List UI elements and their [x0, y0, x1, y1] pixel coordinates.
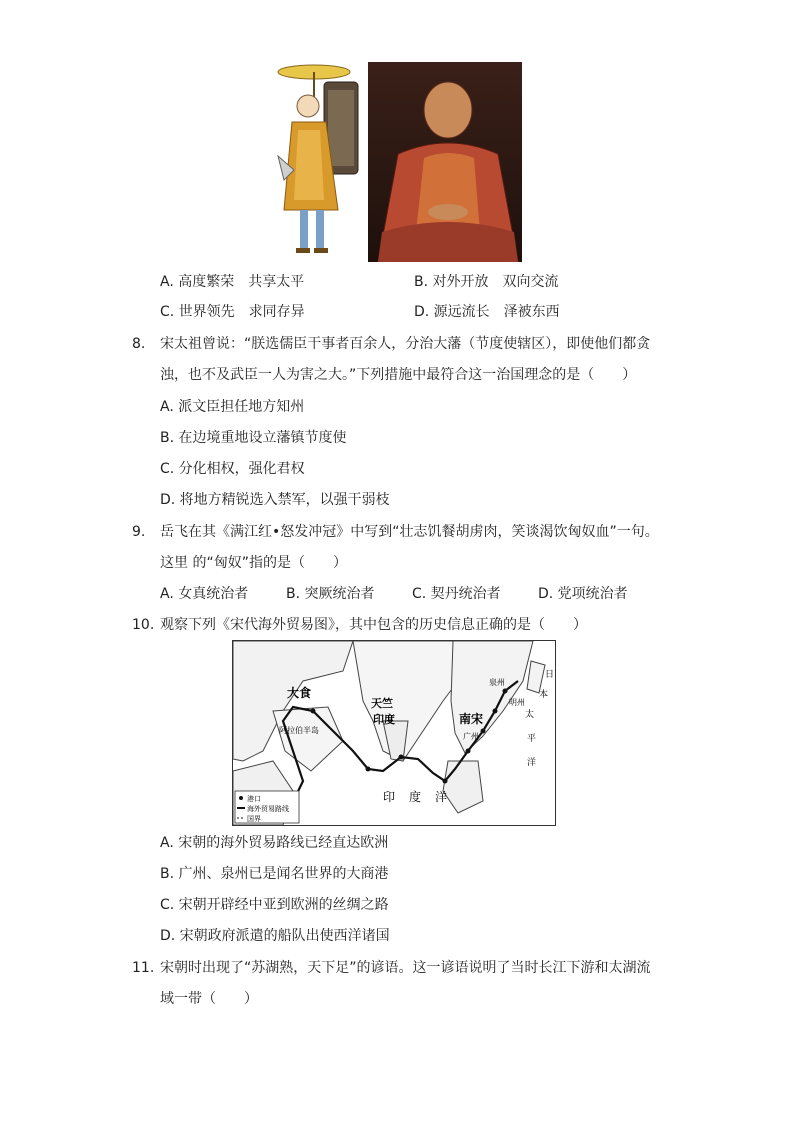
q9-stem-line1: 岳飞在其《满江红•怒发冲冠》中写到“壮志饥餐胡虏肉，笑谈渴饮匈奴血”一句。: [160, 524, 659, 540]
q8-option-b[interactable]: B. 在边境重地设立藩镇节度使: [160, 430, 347, 446]
map-label-dashi: 大食: [287, 686, 312, 700]
q8-option-a[interactable]: A. 派文臣担任地方知州: [160, 399, 305, 415]
map-label-yindu: 印度: [373, 713, 395, 726]
q9-option-a[interactable]: A. 女真统治者: [160, 586, 249, 602]
monk-traveler-illustration: [268, 60, 364, 262]
q9-number: 9.: [132, 524, 146, 540]
q11-stem-line1: 宋朝时出现了“苏湖熟，天下足”的谚语。这一谚语说明了当时长江下游和太湖流: [160, 960, 651, 976]
q10-stem-line1: 观察下列《宋代海外贸易图》，其中包含的历史信息正确的是（ ）: [160, 617, 587, 633]
q9-stem-line2: 这里 的“匈奴”指的是（ ）: [160, 555, 347, 571]
q10-option-c[interactable]: C. 宋朝开辟经中亚到欧洲的丝绸之路: [160, 897, 389, 913]
q9-option-c[interactable]: C. 契丹统治者: [412, 586, 501, 602]
q7-option-b[interactable]: B. 对外开放 双向交流: [414, 274, 559, 290]
map-legend: [235, 791, 299, 823]
figure-monk-statue: [368, 62, 522, 262]
map-label-guangzhou: 广州: [463, 732, 479, 741]
q10-option-d[interactable]: D. 宋朝政府派遣的船队出使西洋诸国: [160, 928, 390, 944]
map-label-arabia: 阿拉伯半岛: [279, 726, 319, 735]
legend-border: 国界: [247, 815, 261, 823]
legend-port: 港口: [247, 795, 261, 803]
figure-monk-traveler: [268, 60, 364, 262]
q10-option-b[interactable]: B. 广州、泉州已是闻名世界的大商港: [160, 866, 389, 882]
q8-option-d[interactable]: D. 将地方精锐选入禁军，以强干弱枝: [160, 492, 390, 508]
q8-stem-line1: 宋太祖曾说：“朕选儒臣干事者百余人，分治大藩（节度使辖区），即使他们都贪: [160, 336, 651, 352]
map-label-yang: 洋: [527, 758, 537, 768]
q7-option-a[interactable]: A. 高度繁荣 共享太平: [160, 274, 305, 290]
q10-option-a[interactable]: A. 宋朝的海外贸易路线已经直达欧洲: [160, 835, 389, 851]
q11-stem-line2: 域一带（ ）: [160, 991, 258, 1007]
q8-stem-line2: 浊，也不及武臣一人为害之大。”下列措施中最符合这一治国理念的是（ ）: [160, 367, 637, 383]
q10-number: 10.: [132, 617, 155, 633]
q8-option-c[interactable]: C. 分化相权，强化君权: [160, 461, 305, 477]
map-label-ben: 本: [539, 690, 549, 700]
q7-option-c[interactable]: C. 世界领先 求同存异: [160, 304, 305, 320]
map-label-tai: 太: [525, 710, 535, 720]
map-label-ping: 平: [527, 734, 537, 744]
song-overseas-trade-map: [232, 640, 556, 826]
q9-option-b[interactable]: B. 突厥统治者: [286, 586, 375, 602]
trade-map-svg: [233, 641, 555, 825]
map-label-quanzhou: 泉州: [489, 678, 505, 687]
q8-number: 8.: [132, 336, 146, 352]
map-label-indian-ocean: 印度洋: [383, 790, 462, 804]
q11-number: 11.: [132, 960, 155, 976]
legend-route: 海外贸易路线: [247, 805, 289, 813]
map-label-mingzhou: 明州: [509, 698, 525, 707]
seated-monk-statue-photo: [368, 62, 522, 262]
q7-option-d[interactable]: D. 源远流长 泽被东西: [414, 304, 560, 320]
map-label-ri: 日: [545, 670, 555, 680]
map-label-nansong: 南宋: [459, 712, 484, 726]
map-label-tianzhu: 天竺: [371, 697, 393, 710]
q9-option-d[interactable]: D. 党项统治者: [538, 586, 628, 602]
